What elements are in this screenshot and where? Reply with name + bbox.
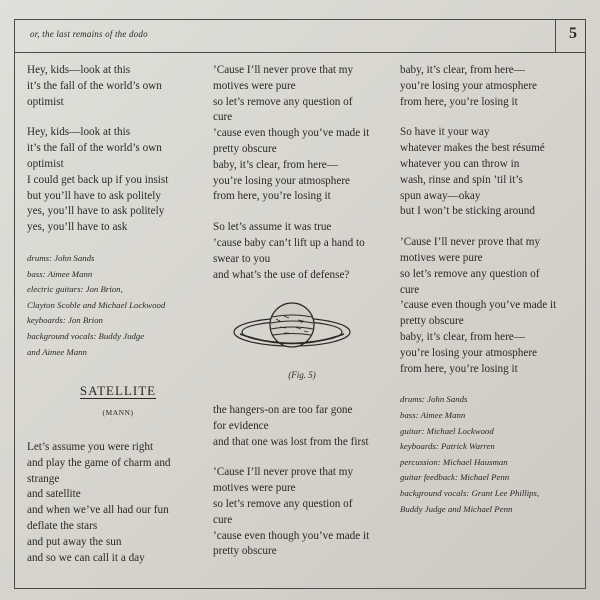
lyric-line: swear to you <box>213 252 271 265</box>
credit-line: drums: John Sands <box>400 394 468 405</box>
lyric-line: from here, you’re losing it <box>400 362 518 375</box>
lyric-line: Let’s assume you were right <box>27 441 154 453</box>
lyrics-column-3 <box>400 63 556 517</box>
lyric-line: and that one was lost from the first <box>213 435 369 448</box>
stanza <box>27 125 168 236</box>
lyric-line: Hey, kids—look at this <box>27 64 131 76</box>
stanza <box>213 220 369 283</box>
lyric-line: ’Cause I’ll never prove that my <box>400 236 541 249</box>
lyric-line: baby, it’s clear, from here— <box>400 330 525 343</box>
stanza <box>213 63 369 205</box>
page-number: 5 <box>569 25 577 42</box>
lyric-line: So let’s assume it was true <box>213 221 332 234</box>
lyric-line: yes, you’ll have to ask <box>27 221 128 234</box>
stanza <box>213 465 369 560</box>
lyric-line: from here, you’re losing it <box>213 190 331 203</box>
running-title: or, the last remains of the dodo <box>30 29 148 39</box>
credit-line: bass: Aimee Mann <box>27 268 93 279</box>
credit-line: electric guitars: Jon Brion, <box>27 284 123 295</box>
lyric-line: cure <box>400 283 420 296</box>
credit-line: keyboards: Jon Brion <box>27 315 103 326</box>
lyric-line: motives were pure <box>213 482 296 495</box>
lyrics-column-2 <box>213 63 369 298</box>
lyric-line: the hangers-on are too far gone <box>213 404 353 416</box>
credit-line: keyboards: Patrick Warren <box>400 441 495 452</box>
lyric-line: so let’s remove any question of <box>213 95 353 108</box>
lyric-line: you’re losing your atmosphere <box>213 174 351 187</box>
stanza <box>27 63 168 110</box>
stanza <box>400 63 556 110</box>
lyric-line: cure <box>213 111 233 124</box>
credit-line: and Aimee Mann <box>27 346 87 357</box>
lyrics-column-2-lower <box>213 403 369 575</box>
lyric-line: from here, you’re losing it <box>400 95 518 108</box>
lyric-line: it’s the fall of the world’s own <box>27 142 162 155</box>
lyric-line: and play the game of charm and <box>27 456 171 469</box>
stanza <box>400 235 556 377</box>
lyric-line: you’re losing your atmosphere <box>400 346 538 359</box>
lyric-line: pretty obscure <box>213 545 277 558</box>
page-header <box>14 19 586 53</box>
header-divider <box>555 19 556 52</box>
lyric-line: I could get back up if you insist <box>27 173 169 186</box>
lyric-line: but you’ll have to ask politely <box>27 189 161 202</box>
lyric-line: so let’s remove any question of <box>213 497 353 510</box>
lyric-line: whatever you can throw in <box>400 157 520 170</box>
lyric-line: wash, rinse and spin ’til it’s <box>400 173 523 186</box>
credits-block <box>27 251 168 360</box>
lyric-line: you’re losing your atmosphere <box>400 79 538 92</box>
stanza <box>400 125 556 220</box>
lyric-line: ’Cause I’ll never prove that my <box>213 64 354 76</box>
lyric-line: pretty obscure <box>213 142 277 155</box>
credits-block <box>400 392 556 517</box>
lyric-line: So have it your way <box>400 126 490 139</box>
lyric-line: motives were pure <box>213 79 296 92</box>
lyric-line: pretty obscure <box>400 315 464 328</box>
lyric-line: ’Cause I’ll never prove that my <box>213 466 354 479</box>
lyric-line: yes, you’ll have to ask politely <box>27 205 165 218</box>
credit-line: guitar: Michael Lockwood <box>400 425 494 436</box>
stanza <box>213 403 369 450</box>
lyric-line: cure <box>213 513 233 526</box>
lyric-line: baby, it’s clear, from here— <box>213 158 338 171</box>
lyric-line: optimist <box>27 157 64 170</box>
credit-line: background vocals: Grant Lee Phillips, <box>400 487 540 498</box>
lyrics-column-1-lower <box>27 440 171 566</box>
credit-line: Buddy Judge and Michael Penn <box>400 503 513 514</box>
lyric-line: and so we can call it a day <box>27 551 145 564</box>
song-author: (MANN) <box>102 408 134 417</box>
lyric-line: deflate the stars <box>27 519 98 532</box>
lyric-line: ’cause even though you’ve made it <box>213 529 370 542</box>
lyric-line: strange <box>27 472 60 485</box>
saturn-illustration <box>232 297 352 363</box>
lyric-line: baby, it’s clear, from here— <box>400 64 525 76</box>
lyric-line: and put away the sun <box>27 535 122 548</box>
credit-line: bass: Aimee Mann <box>400 409 466 420</box>
credit-line: Clayton Scoble and Michael Lockwood <box>27 299 166 310</box>
credit-line: background vocals: Buddy Judge <box>27 330 145 341</box>
credit-line: percussion: Michael Hausman <box>400 456 508 467</box>
lyric-line: it’s the fall of the world’s own <box>27 79 162 92</box>
credit-line: drums: John Sands <box>27 252 95 263</box>
lyric-line: Hey, kids—look at this <box>27 126 131 139</box>
song-title: SATELLITE <box>79 383 157 398</box>
figure-caption: (Fig. 5) <box>288 370 316 380</box>
saturn-planet-icon <box>270 303 314 347</box>
lyrics-column-1 <box>27 63 168 360</box>
lyric-line: ’cause even though you’ve made it <box>400 299 557 312</box>
lyric-line: for evidence <box>213 419 269 432</box>
lyric-line: motives were pure <box>400 251 483 264</box>
lyric-line: and what’s the use of defense? <box>213 268 350 281</box>
lyric-line: optimist <box>27 95 64 108</box>
lyric-line: and when we’ve all had our fun <box>27 504 169 517</box>
lyric-line: but I won’t be sticking around <box>400 205 535 218</box>
lyric-line: so let’s remove any question of <box>400 267 540 280</box>
lyric-line: ’cause even though you’ve made it <box>213 127 370 140</box>
lyric-line: and satellite <box>27 488 81 501</box>
lyric-line: spun away—okay <box>400 189 481 202</box>
lyric-line: whatever makes the best résumé <box>400 142 545 155</box>
credit-line: guitar feedback: Michael Penn <box>400 472 510 483</box>
lyric-line: ’cause baby can’t lift up a hand to <box>213 236 365 249</box>
